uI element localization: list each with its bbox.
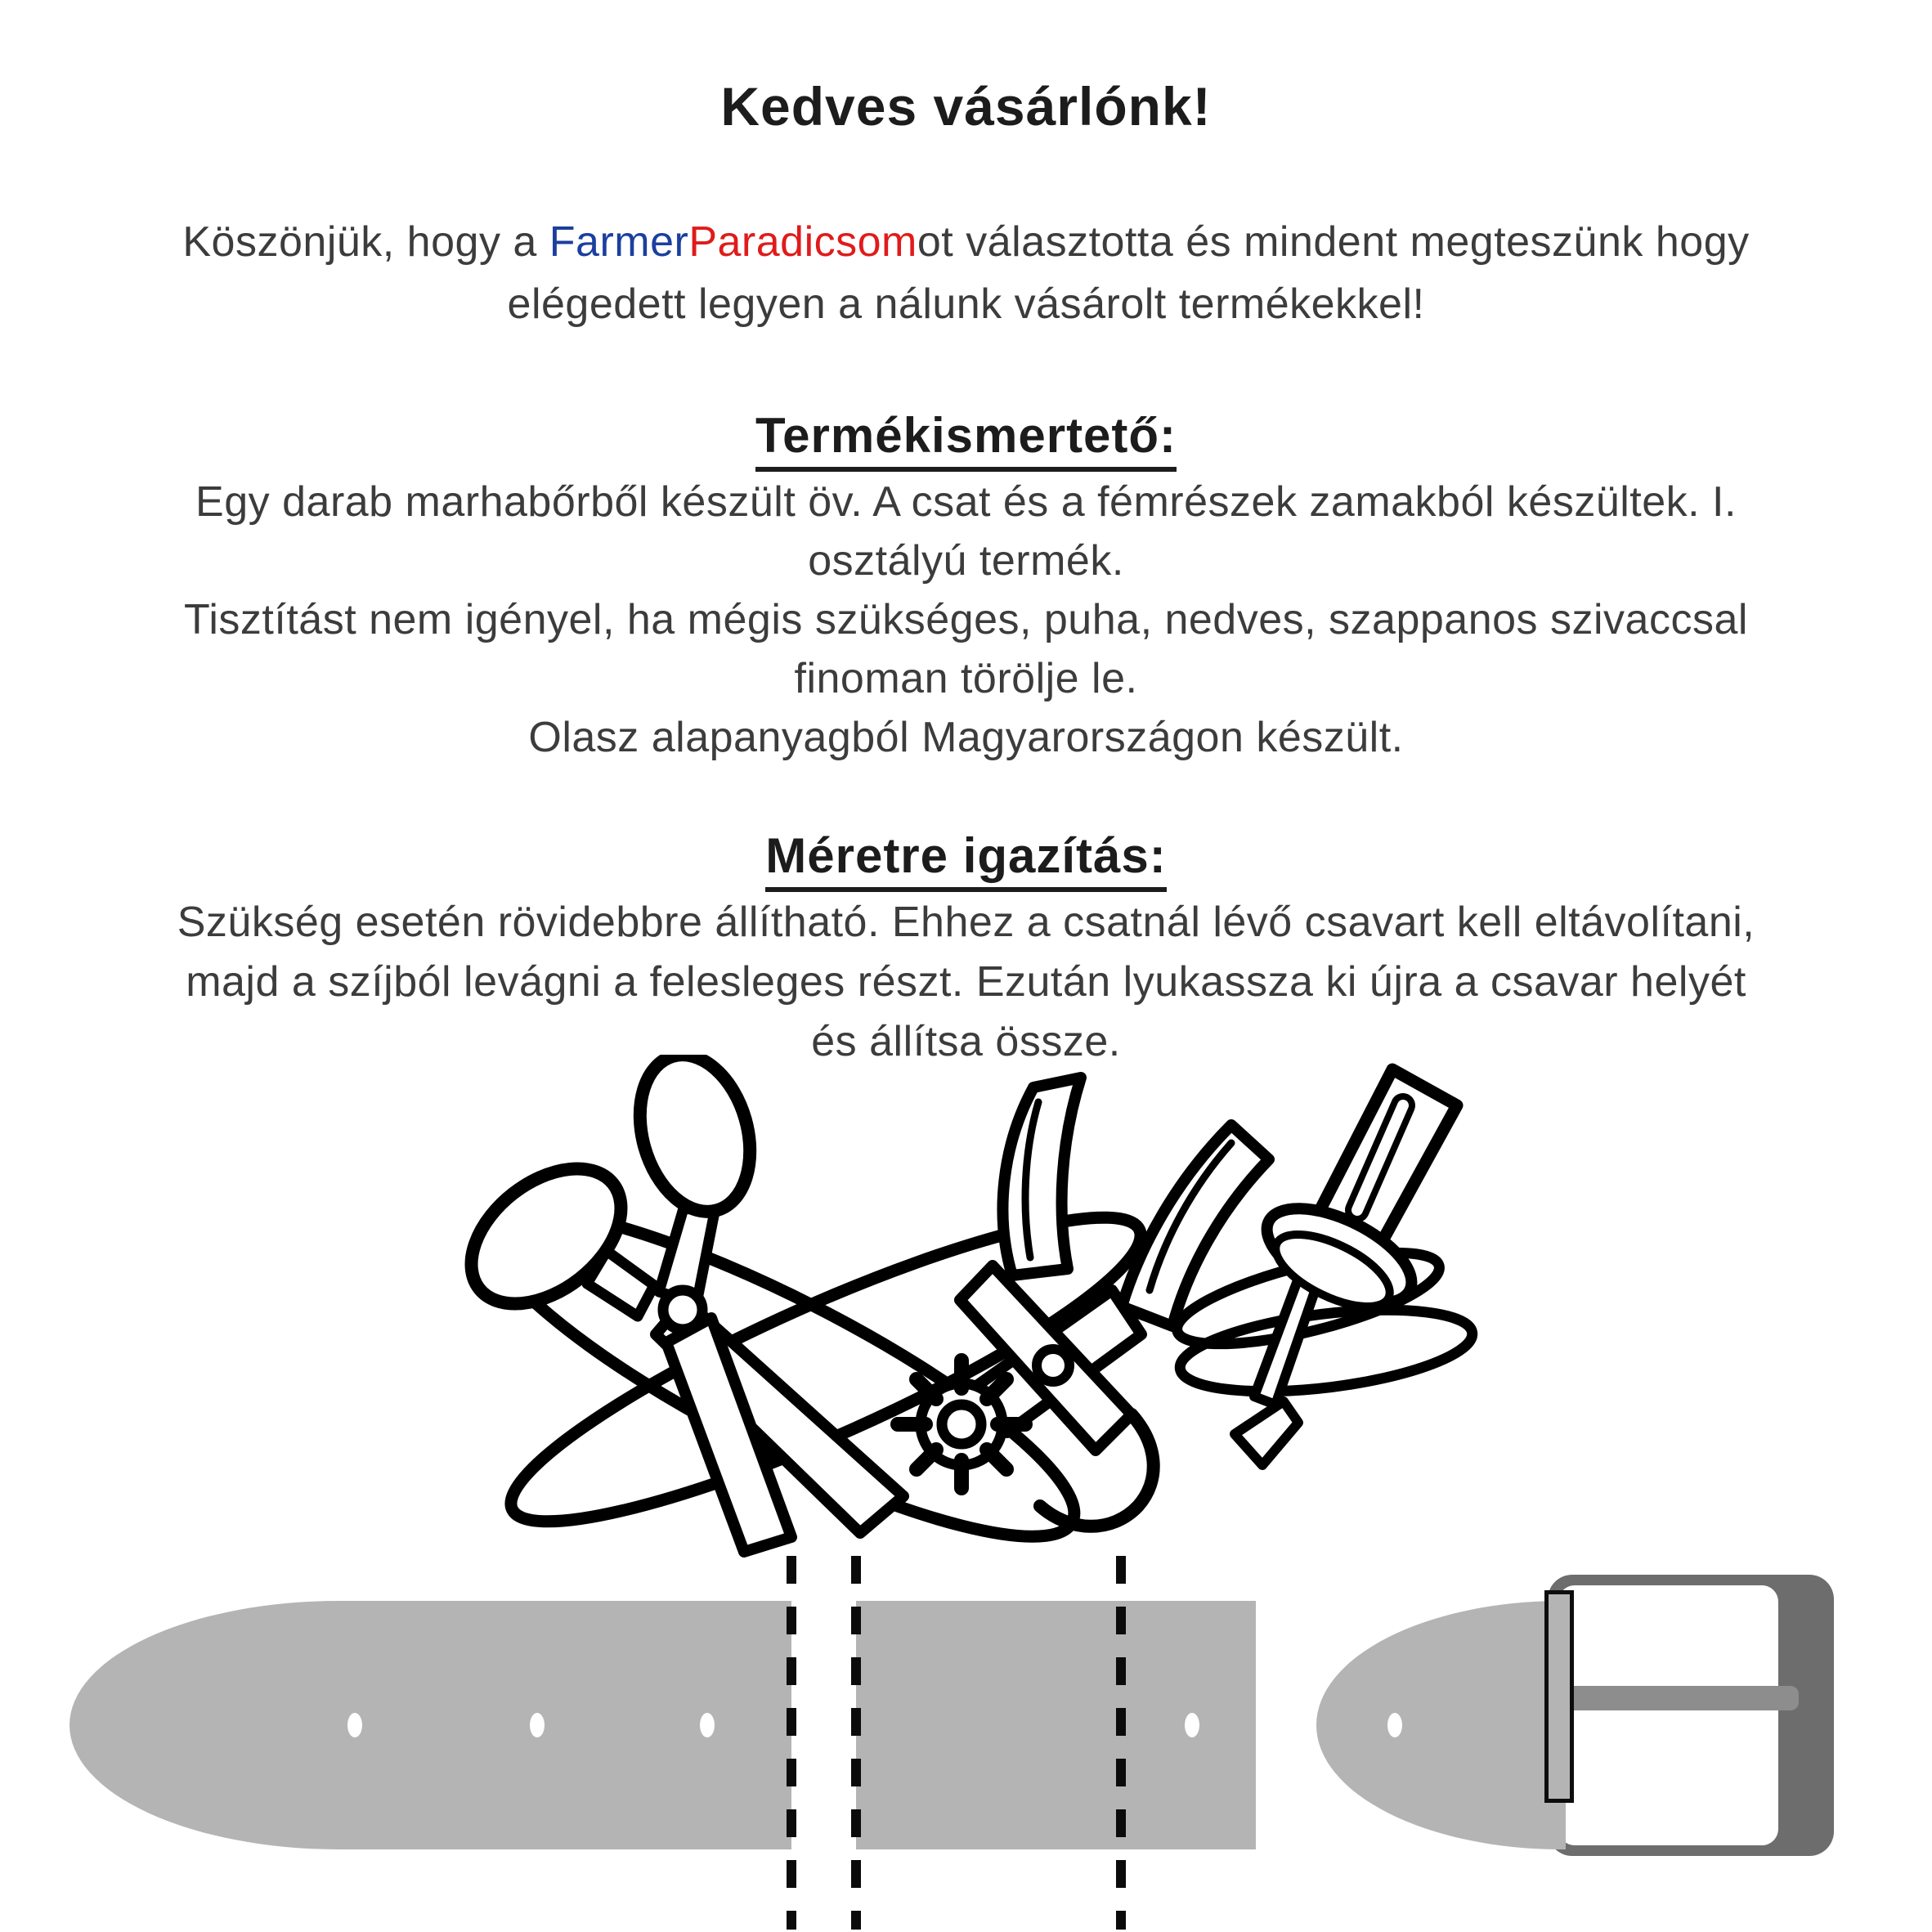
- sizing-line: majd a szíjból levágni a felesleges részt. Ezután lyukassza ki újra a csavar helyét: [186, 958, 1746, 1006]
- intro-suffix: ot választotta és mindent megteszünk hogy: [917, 218, 1750, 266]
- product-info-line: osztályú termék.: [808, 537, 1124, 585]
- belt-hole: [700, 1713, 715, 1737]
- product-info-line: finoman törölje le.: [794, 655, 1138, 702]
- belt-buckle-prong: [1563, 1686, 1799, 1710]
- belt-hole: [1185, 1713, 1199, 1737]
- page-title: Kedves vásárlónk!: [720, 76, 1212, 137]
- intro-line-2: elégedett legyen a nálunk vásárolt termékekkel!: [507, 280, 1425, 328]
- intro-prefix: Köszönjük, hogy a: [182, 218, 549, 266]
- belt-buckle-leather-tab: [1316, 1601, 1566, 1849]
- sizing-line: és állítsa össze.: [811, 1018, 1121, 1065]
- belt-buckle-keeper-bar: [1544, 1590, 1574, 1803]
- cut-line-dashed: [1116, 1556, 1126, 1930]
- sizing-line: Szükség esetén rövidebbre állítható. Ehhez a csatnál lévő csavart kell eltávolítani,: [177, 899, 1755, 946]
- belt-hole: [530, 1713, 545, 1737]
- brand-name-farmer: Farmer: [549, 218, 689, 266]
- belt-hole: [1387, 1713, 1402, 1737]
- belt-buckle-opening: [1558, 1585, 1778, 1845]
- product-info-line: Egy darab marhabőrből készült öv. A csat és a fémrészek zamakból készültek. I.: [195, 478, 1737, 526]
- belt-strap-left: [69, 1601, 791, 1849]
- brand-name-paradicsom: Paradicsom: [688, 218, 917, 266]
- belt-buckle-frame: [1548, 1575, 1834, 1856]
- product-info-line: Tisztítást nem igényel, ha mégis szükséges, puha, nedves, szappanos szivaccsal: [184, 596, 1748, 643]
- cut-line-dashed: [851, 1556, 861, 1930]
- product-info-line: Olasz alapanyagból Magyarországon készült.: [528, 714, 1404, 761]
- cut-line-dashed: [787, 1556, 796, 1930]
- product-info-heading: Termékismertető:: [0, 407, 1932, 472]
- sizing-heading: Méretre igazítás:: [0, 827, 1932, 892]
- belt-hole: [347, 1713, 362, 1737]
